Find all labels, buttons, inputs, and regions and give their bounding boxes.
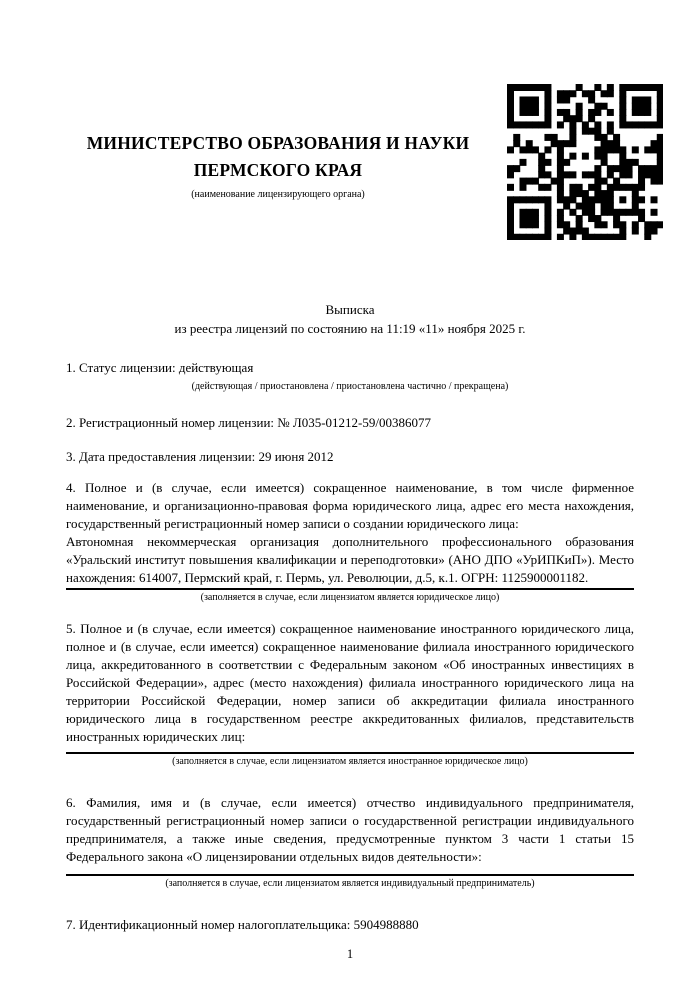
document-title-line2: из реестра лицензий по состоянию на 11:19 «11» ноября 2025 г. [174, 321, 526, 336]
blank-field-divider [66, 752, 634, 754]
blank-field-divider [66, 874, 634, 876]
ministry-name-line1: МИНИСТЕРСТВО ОБРАЗОВАНИЯ И НАУКИ [86, 133, 470, 153]
item-license-status-text: 1. Статус лицензии: действующая [66, 360, 254, 375]
item-license-status-caption: (действующая / приостановлена / приостановлена частично / прекращена) [191, 381, 509, 392]
item-foreign-entity-caption: (заполняется в случае, если лицензиатом является иностранное юридическое лицо) [172, 756, 528, 767]
item-taxpayer-number: 7. Идентификационный номер налогоплательщика: 5904988880 [66, 917, 419, 932]
item-foreign-entity-text: 5. Полное и (в случае, если имеется) сокращенное наименование иностранного юридического лица, полное и (в случае, если имеется) сокращенное наименование филиала иностранного юридического лица, аккредитованного в соответствии с Федеральным законом «Об иностранных инвестициях в Российской Федерации», адрес (место нахождения) филиала иностранного юридического лица на территории Российской Федерации, номер записи об аккредитации филиала иностранного юридического лица в государственном реестре аккредитованных филиалов, представительств иностранных юридических лиц: [66, 621, 634, 744]
document-title [66, 300, 634, 338]
ministry-name [66, 130, 490, 184]
item-legal-entity-value: Автономная некоммерческая организация дополнительного профессионального образования «Уральский институт повышения квалификации и переподготовки» (АНО ДПО «УрИПКиП»). Место нахождения: 614007, Пермский край, г. Пермь, ул. Революции, д.5, к.1. ОГРН: 1125900001182. [66, 533, 634, 590]
document-title-line1: Выписка [325, 302, 375, 317]
item-registration-number: 2. Регистрационный номер лицензии: № Л035-01212-59/00386077 [66, 415, 432, 430]
ministry-header [66, 130, 490, 200]
page-number: 1 [346, 947, 354, 961]
item-legal-entity-text: 4. Полное и (в случае, если имеется) сокращенное наименование, в том числе фирменное наименование, и организационно-правовая форма юридического лица, адрес его места нахождения, государственный регистрационный номер записи о создании юридического лица: [66, 480, 634, 531]
item-individual-entrepreneur-text: 6. Фамилия, имя и (в случае, если имеется) отчество индивидуального предпринимателя, государственный регистрационный номер записи о государственной регистрации индивидуального предпринимателя, а также иные сведения, предусмотренные пунктом 3 части 1 статьи 15 Федерального закона «О лицензировании отдельных видов деятельности»: [66, 795, 634, 864]
item-individual-entrepreneur-caption: (заполняется в случае, если лицензиатом является индивидуальный предприниматель) [165, 878, 535, 889]
item-individual-entrepreneur [66, 794, 634, 890]
item-license-status [66, 359, 634, 393]
item-foreign-entity [66, 620, 634, 768]
item-legal-entity [66, 479, 634, 604]
ministry-caption: (наименование лицензирующего органа) [191, 189, 365, 200]
item-license-grant-date: 3. Дата предоставления лицензии: 29 июня 2012 [66, 449, 334, 464]
item-legal-entity-caption: (заполняется в случае, если лицензиатом является юридическое лицо) [200, 592, 500, 603]
ministry-name-line2: ПЕРМСКОГО КРАЯ [193, 160, 363, 180]
